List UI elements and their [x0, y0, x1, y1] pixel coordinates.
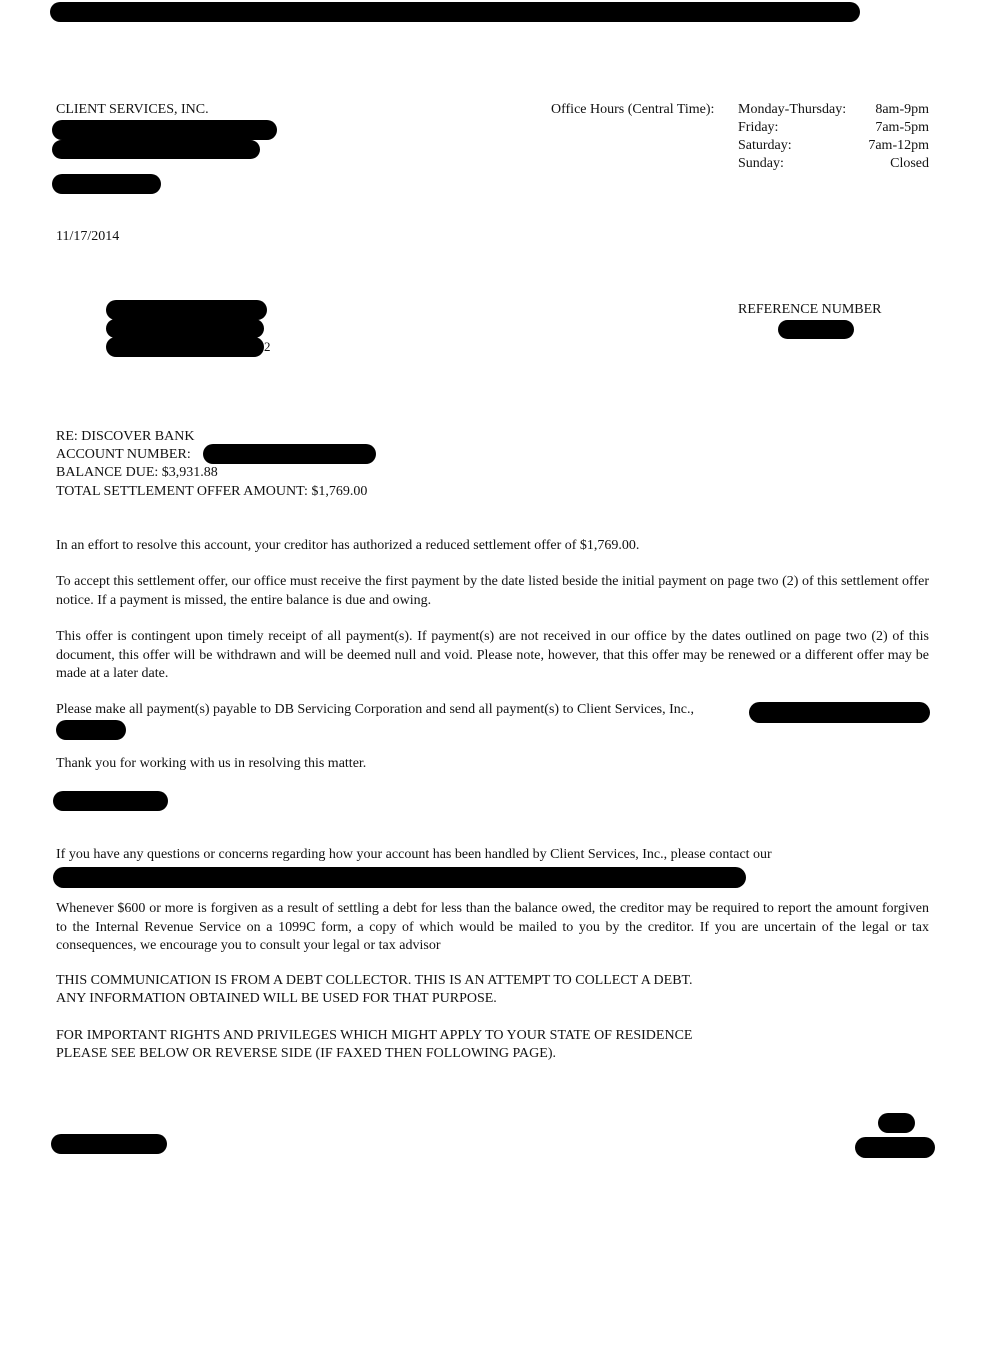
- office-hours-time: 8am-9pm: [875, 102, 929, 117]
- office-hours-label: Office Hours (Central Time):: [551, 102, 715, 117]
- redaction-footer-right-1: [878, 1113, 915, 1133]
- redaction-recipient-1: [106, 300, 267, 320]
- office-hours-day: Saturday:: [738, 138, 792, 153]
- body-paragraph-accept: To accept this settlement offer, our office must receive the first payment by the date listed beside the initial payment on page two (2) of this settlement offer notice. If a payment is missed, the entire balance is due and owing.: [56, 574, 929, 608]
- redaction-recipient-2: [106, 319, 264, 338]
- office-hours-day: Monday-Thursday:: [738, 102, 847, 117]
- office-hours-time: 7am-5pm: [875, 120, 929, 135]
- letter-date: 11/17/2014: [56, 229, 120, 244]
- redaction-footer-right-2: [855, 1137, 935, 1158]
- redaction-account-number: [203, 444, 376, 464]
- recipient-trailing-char: 2: [264, 339, 271, 354]
- redaction-sender-address-3: [52, 174, 161, 194]
- redaction-sender-address-1: [52, 120, 277, 140]
- redaction-payment-address-1: [749, 702, 930, 723]
- office-hours-day: Friday:: [738, 120, 779, 135]
- redaction-top-bar: [50, 2, 860, 22]
- body-paragraph-contingent: This offer is contingent upon timely receipt of all payment(s). If payment(s) are not received in our office by the dates outlined on page two (2) of this document, this offer will be withdrawn and will be deemed null and void. Please note, however, that this offer may be renewed or a different offer may be made at a later date.: [56, 629, 929, 681]
- notice-rights-line2: PLEASE SEE BELOW OR REVERSE SIDE (IF FAXED THEN FOLLOWING PAGE).: [56, 1046, 556, 1061]
- redaction-signature: [53, 791, 168, 811]
- sender-company: CLIENT SERVICES, INC.: [56, 102, 209, 117]
- office-hours-day: Sunday:: [738, 156, 784, 171]
- re-creditor: RE: DISCOVER BANK: [56, 429, 195, 444]
- office-hours-time: 7am-12pm: [868, 138, 929, 153]
- notice-debt-collector-line1: THIS COMMUNICATION IS FROM A DEBT COLLECTOR. THIS IS AN ATTEMPT TO COLLECT A DEBT.: [56, 973, 693, 988]
- redaction-payment-address-2: [56, 720, 126, 740]
- redaction-sender-address-2: [52, 140, 260, 159]
- body-paragraph-tax: Whenever $600 or more is forgiven as a result of settling a debt for less than the balance owed, the creditor may be required to report the amount forgiven to the Internal Revenue Service on a 1099C form, a copy of which would be mailed to you by the creditor. If you are uncertain of the legal or tax consequences, we encourage you to consult your legal or tax advisor: [56, 901, 929, 953]
- notice-rights-line1: FOR IMPORTANT RIGHTS AND PRIVILEGES WHICH MIGHT APPLY TO YOUR STATE OF RESIDENCE: [56, 1028, 693, 1043]
- body-paragraph-questions: If you have any questions or concerns regarding how your account has been handled by Client Services, Inc., please contact our: [56, 847, 772, 862]
- redaction-footer-left: [51, 1134, 167, 1154]
- body-paragraph-offer: In an effort to resolve this account, your creditor has authorized a reduced settlement offer of $1,769.00.: [56, 538, 640, 553]
- redaction-contact-info: [53, 867, 746, 888]
- redaction-recipient-3: [106, 337, 264, 357]
- re-account-number-label: ACCOUNT NUMBER:: [56, 447, 191, 462]
- notice-debt-collector-line2: ANY INFORMATION OBTAINED WILL BE USED FOR THAT PURPOSE.: [56, 991, 497, 1006]
- re-settlement-amount: TOTAL SETTLEMENT OFFER AMOUNT: $1,769.00: [56, 484, 368, 499]
- body-paragraph-payment: Please make all payment(s) payable to DB Servicing Corporation and send all payment(s) to Client Services, Inc.,: [56, 702, 694, 717]
- re-balance-due: BALANCE DUE: $3,931.88: [56, 465, 218, 480]
- body-paragraph-thanks: Thank you for working with us in resolving this matter.: [56, 756, 367, 771]
- office-hours-time: Closed: [890, 156, 929, 171]
- redaction-reference-number: [778, 320, 854, 339]
- reference-number-label: REFERENCE NUMBER: [738, 302, 882, 317]
